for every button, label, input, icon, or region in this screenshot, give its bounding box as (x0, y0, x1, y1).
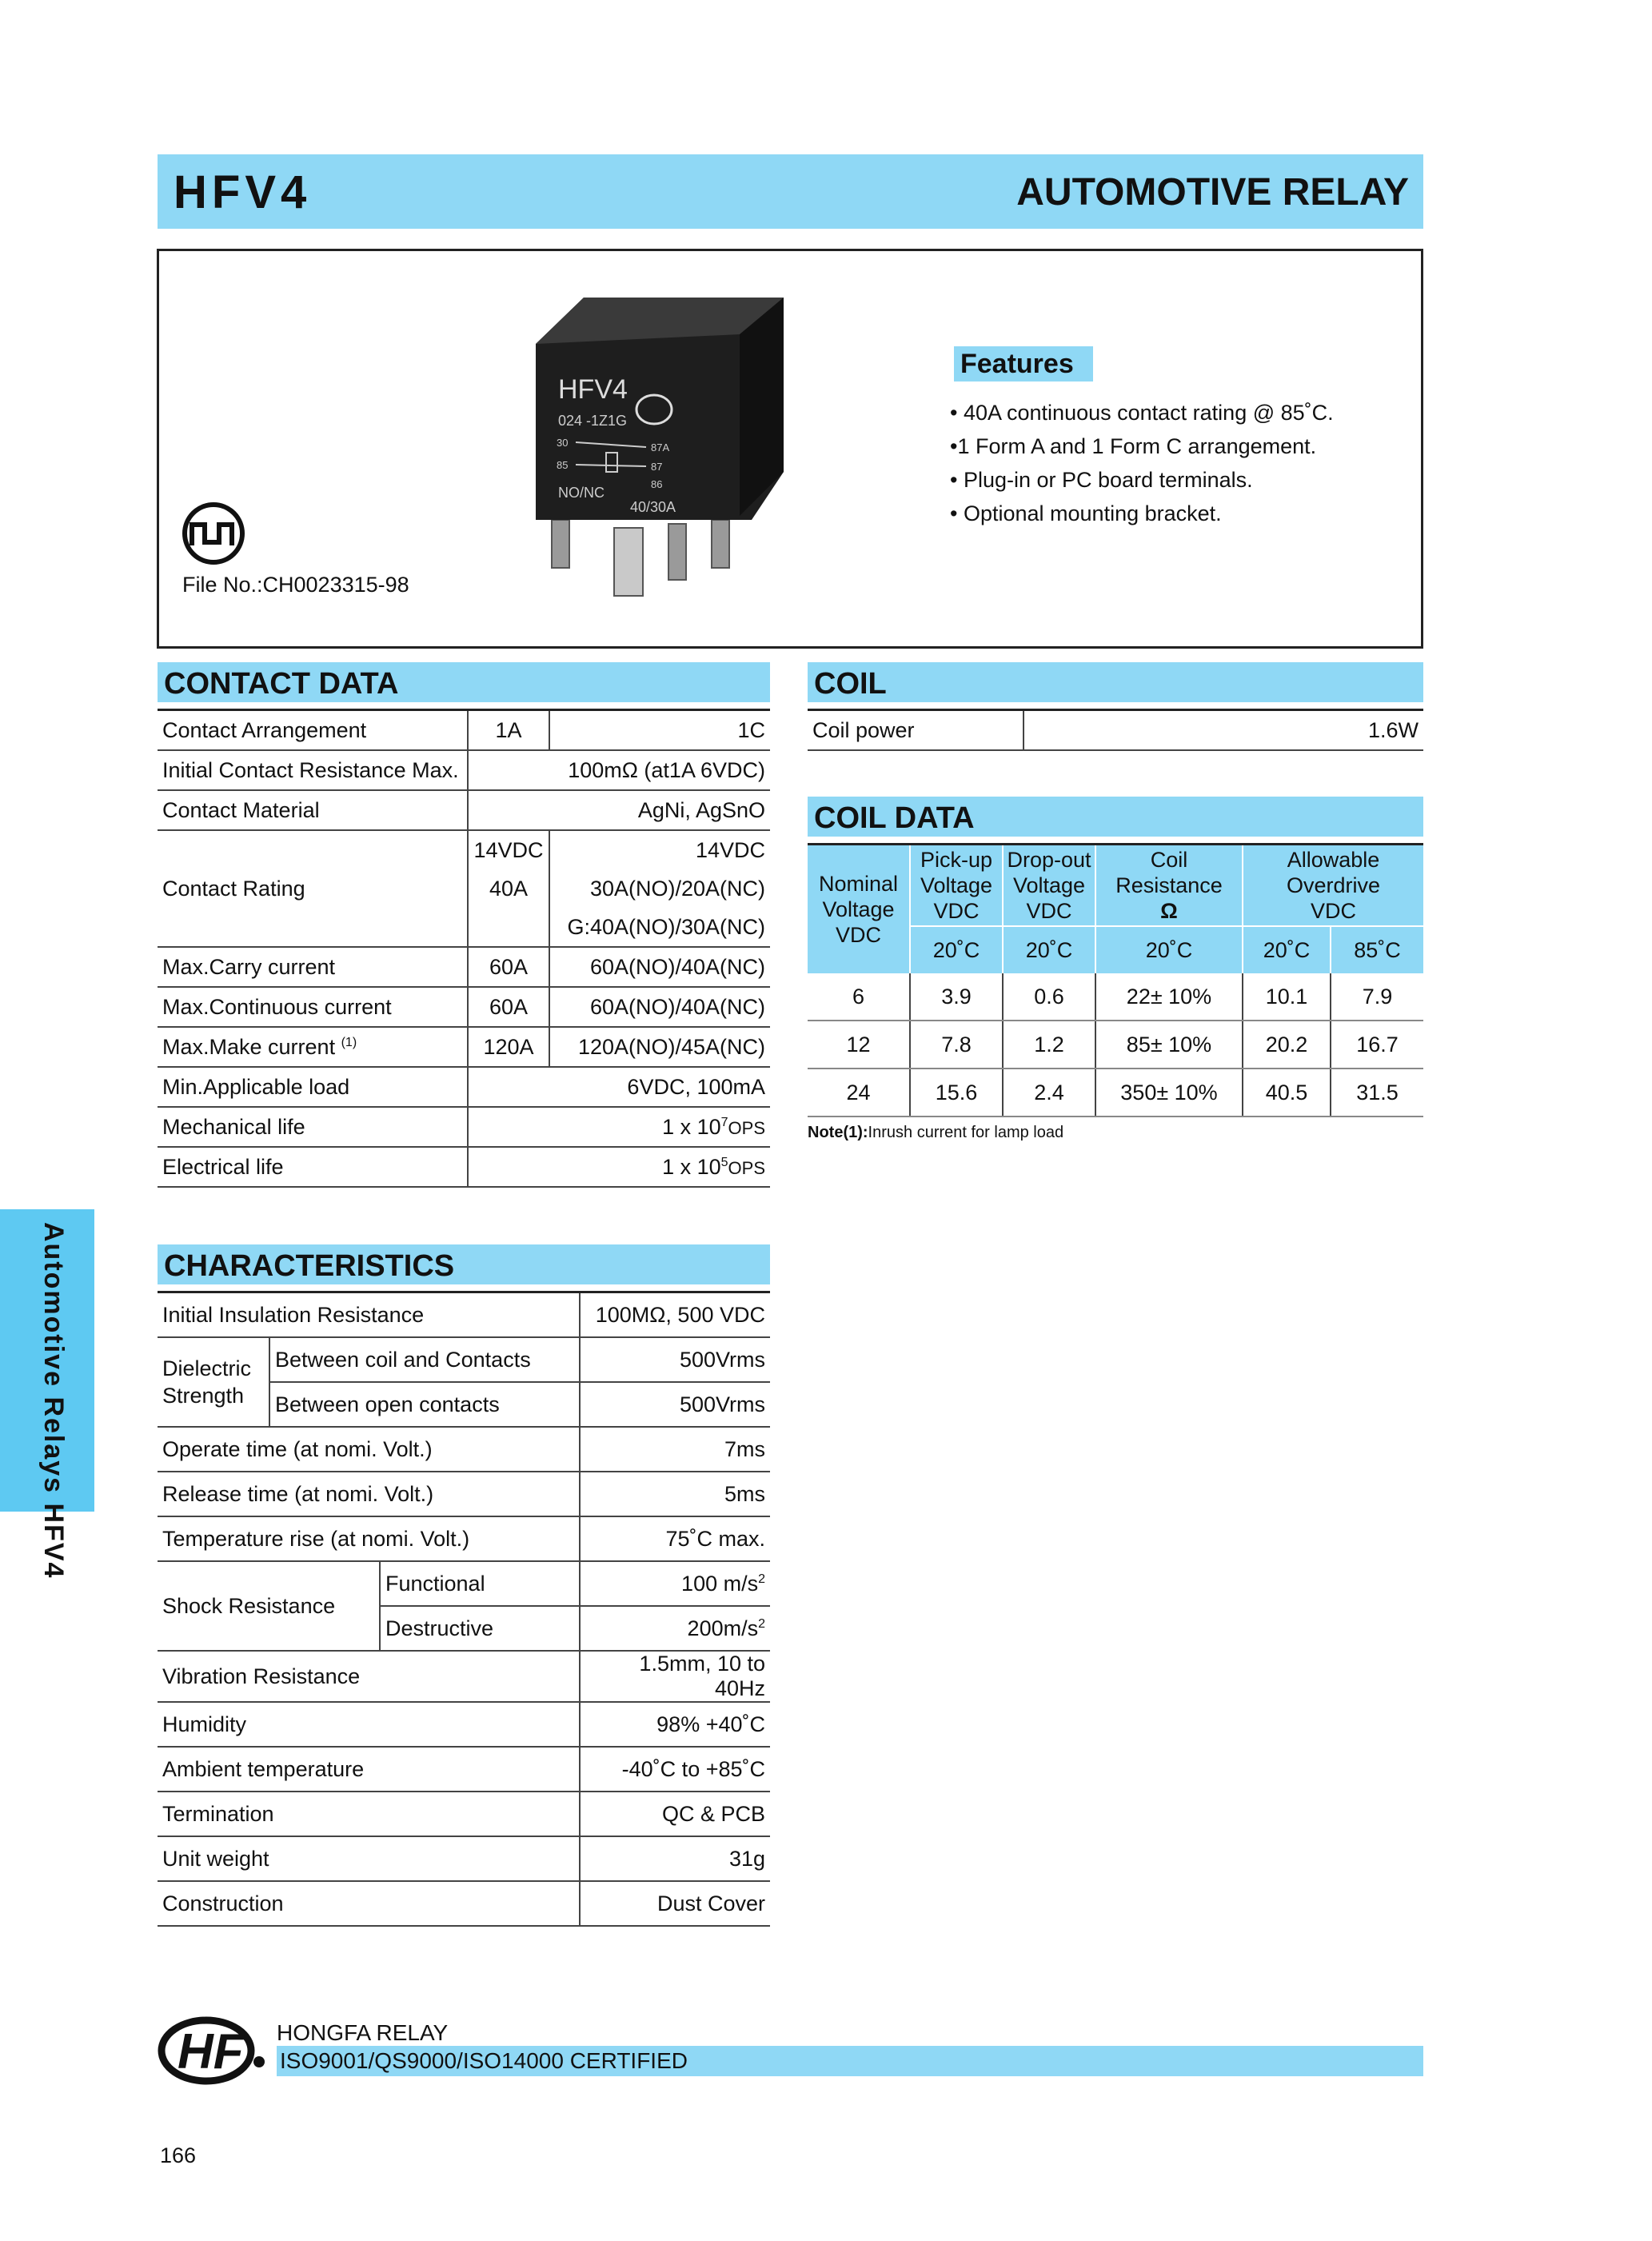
pin-label: 87A (651, 441, 670, 453)
table-row: 40A 30A(NO)/20A(NC) (158, 869, 770, 908)
table-row: Min.Applicable load 6VDC, 100mA (158, 1067, 770, 1107)
coil-heading: COIL (808, 662, 1423, 702)
table-row: Dielectric Strength Between coil and Contacts 500Vrms (158, 1337, 770, 1382)
relay-pin (552, 520, 569, 568)
table-row: Contact Rating 14VDC 14VDC (158, 830, 770, 869)
feature-item: • Plug-in or PC board terminals. (950, 468, 1253, 492)
relay-pin (614, 528, 643, 596)
relay-code: 024 -1Z1G (558, 413, 628, 429)
table-row: Unit weight 31g (158, 1836, 770, 1881)
table-row: Electrical life 1 x $10^5OPS$ (158, 1147, 770, 1187)
page-number: 166 (160, 2143, 197, 2167)
file-number: File No.:CH0023315-98 (182, 573, 409, 597)
relay-spec: NO/NC (558, 485, 605, 501)
table-row: Ambient temperature -40˚C to +85˚C (158, 1747, 770, 1792)
features-heading: Features (954, 346, 1093, 381)
table-row: Between open contacts 500Vrms (158, 1382, 770, 1427)
feature-item: • 40A continuous contact rating @ 85˚C. (950, 401, 1334, 425)
table-row: Contact Arrangement 1A 1C (158, 710, 770, 751)
pin-label: 30 (557, 437, 569, 449)
table-row: G:40A(NO)/30A(NC) (158, 908, 770, 947)
characteristics-table (158, 1291, 770, 1927)
relay-brand: HFV4 (558, 374, 628, 405)
table-header-row: Nominal Voltage VDC Pick-up Voltage VDC Drop-out Voltage VDC Coil Resistance Ω Allowable Overdrive VDC (808, 845, 1423, 927)
pin-label: 85 (557, 459, 569, 471)
table-row: 12 7.8 1.2 85± 10% 20.2 16.7 (808, 1021, 1423, 1069)
table-row: Initial Contact Resistance Max. 100mΩ (at1A 6VDC) (158, 750, 770, 790)
pin-label: 87 (651, 461, 663, 473)
relay-side (740, 298, 784, 516)
coil-note: Note(1):Inrush current for lamp load (808, 1124, 1064, 1141)
document-type: AUTOMOTIVE RELAY (1016, 171, 1409, 214)
certification-bar: ISO9001/QS9000/ISO14000 CERTIFIED (277, 2046, 1423, 2076)
svg-text:HF: HF (178, 2024, 244, 2079)
table-row: Contact Material AgNi, AgSnO (158, 790, 770, 830)
certification-mark-icon (181, 501, 246, 566)
pin-label: 86 (651, 478, 663, 490)
table-row: Construction Dust Cover (158, 1881, 770, 1926)
table-row: Operate time (at nomi. Volt.) 7ms (158, 1427, 770, 1472)
model-title: HFV4 (174, 166, 312, 218)
feature-item: •1 Form A and 1 Form C arrangement. (950, 434, 1317, 458)
contact-data-heading: CONTACT DATA (158, 662, 770, 702)
header-bar (158, 154, 1423, 229)
relay-pin (712, 520, 729, 568)
relay-rating: 40/30A (630, 499, 676, 515)
coil-table (808, 709, 1423, 751)
table-row: Max.Make current $^{(1)}$ 120A 120A(NO)/45A(NC) (158, 1027, 770, 1067)
table-row: 6 3.9 0.6 22± 10% 10.1 7.9 (808, 973, 1423, 1021)
table-row: Destructive $200m/s^2$ (158, 1606, 770, 1651)
table-row: Temperature rise (at nomi. Volt.) 75˚C max. (158, 1516, 770, 1561)
table-row: Vibration Resistance 1.5mm, 10 to 40Hz (158, 1651, 770, 1702)
features-list (950, 396, 1334, 530)
table-row: Termination QC & PCB (158, 1792, 770, 1836)
table-header-row: 20˚C 20˚C 20˚C 20˚C 85˚C (808, 926, 1423, 973)
table-row: Release time (at nomi. Volt.) 5ms (158, 1472, 770, 1516)
table-row: Max.Continuous current 60A 60A(NO)/40A(NC) (158, 987, 770, 1027)
table-row: Humidity 98% +40˚C (158, 1702, 770, 1747)
feature-item: • Optional mounting bracket. (950, 501, 1222, 525)
relay-image (520, 288, 808, 608)
table-row: Mechanical life 1 x $10^7OPS$ (158, 1107, 770, 1147)
table-row: Coil power 1.6W (808, 710, 1423, 751)
table-row: Max.Carry current 60A 60A(NO)/40A(NC) (158, 947, 770, 987)
contact-data-table (158, 709, 770, 1188)
coil-data-heading: COIL DATA (808, 797, 1423, 837)
side-tab-label: Automotive Relays HFV4 (38, 1222, 69, 1580)
table-row: Initial Insulation Resistance 100MΩ, 500 VDC (158, 1292, 770, 1338)
coil-data-table (808, 843, 1423, 1117)
hongfa-logo-icon (157, 2015, 269, 2086)
table-row: Shock Resistance Functional 100 $m/s^2$ (158, 1561, 770, 1606)
relay-pin (668, 524, 686, 580)
table-row: 24 15.6 2.4 350± 10% 40.5 31.5 (808, 1069, 1423, 1117)
company-name: HONGFA RELAY (277, 2020, 449, 2045)
characteristics-heading: CHARACTERISTICS (158, 1244, 770, 1284)
